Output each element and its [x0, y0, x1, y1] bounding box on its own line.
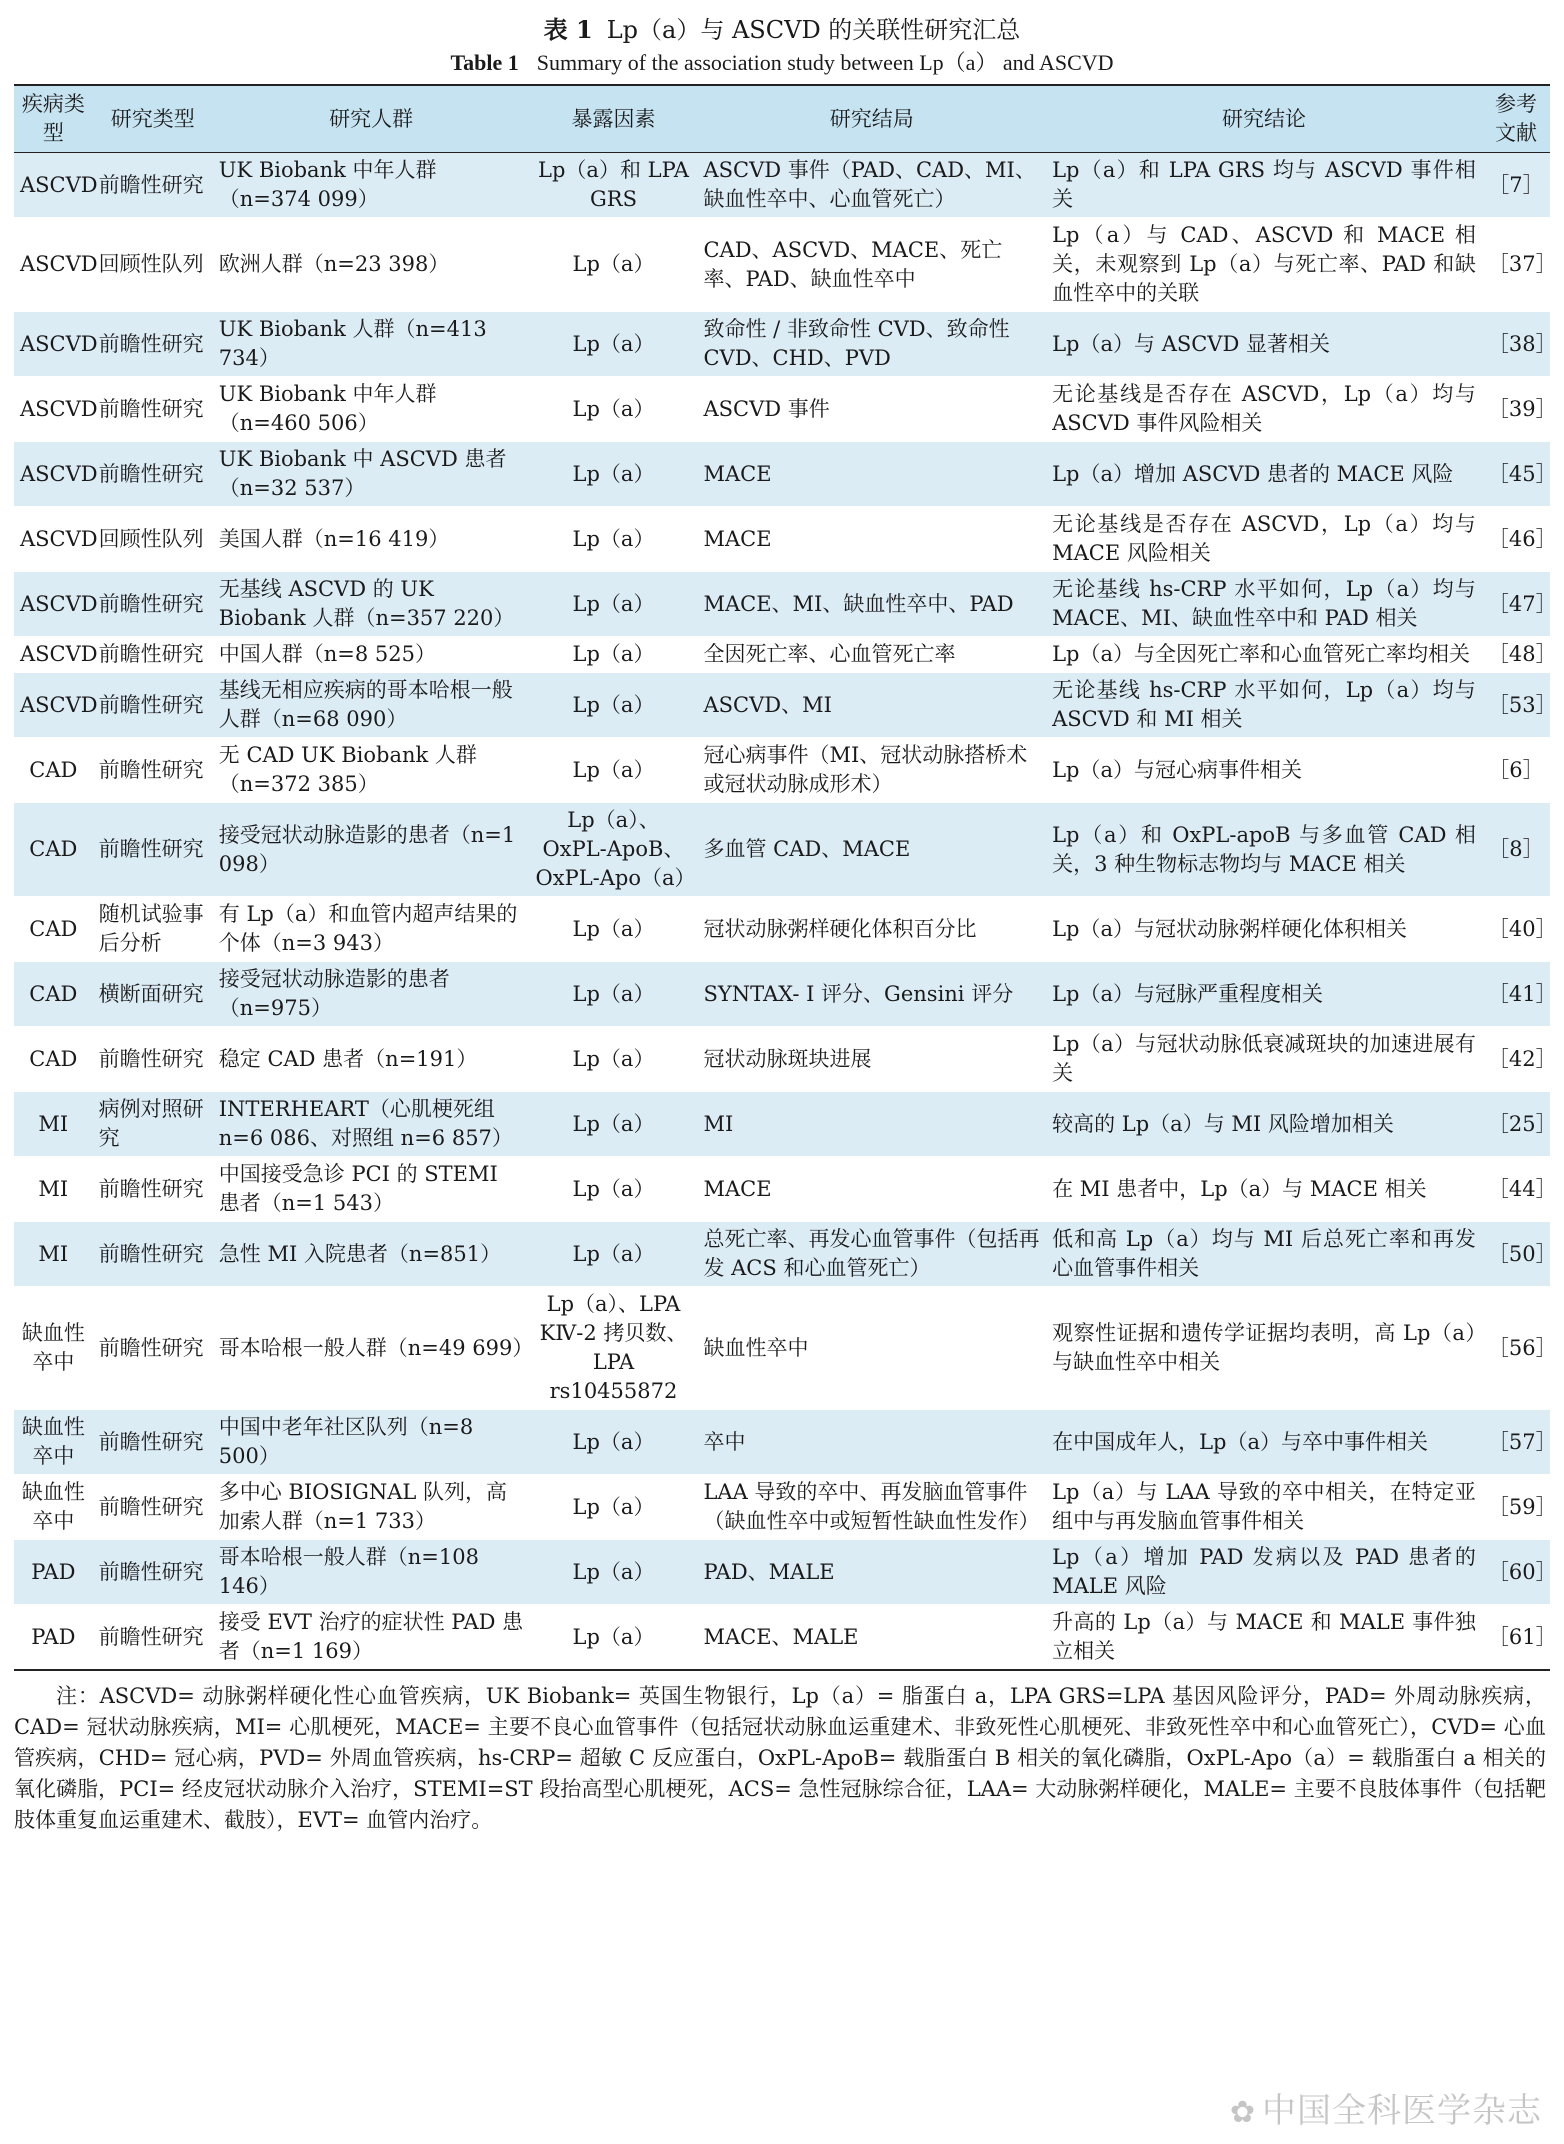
cell-reference: ［37］	[1482, 218, 1550, 312]
cell-exposure: Lp（a）	[530, 1475, 698, 1540]
cell-exposure: Lp（a）	[530, 1540, 698, 1605]
cell-population: UK Biobank 中 ASCVD 患者（n=32 537）	[213, 442, 530, 507]
cell-disease-type: 缺血性卒中	[14, 1410, 93, 1475]
header-exposure: 暴露因素	[530, 85, 698, 153]
cell-population: 基线无相应疾病的哥本哈根一般人群（n=68 090）	[213, 673, 530, 738]
cell-study-type: 前瞻性研究	[93, 1475, 213, 1540]
cell-conclusion: Lp（a）和 OxPL-apoB 与多血管 CAD 相关，3 种生物标志物均与 MACE 相关	[1046, 803, 1482, 897]
cell-conclusion: 在 MI 患者中，Lp（a）与 MACE 相关	[1046, 1157, 1482, 1222]
cell-conclusion: Lp（a）增加 ASCVD 患者的 MACE 风险	[1046, 442, 1482, 507]
cell-conclusion: 无论基线 hs-CRP 水平如何，Lp（a）均与 MACE、MI、缺血性卒中和 PAD 相关	[1046, 572, 1482, 637]
cell-study-type: 回顾性队列	[93, 507, 213, 572]
cell-reference: ［47］	[1482, 572, 1550, 637]
cell-reference: ［6］	[1482, 738, 1550, 803]
table-body	[14, 153, 1557, 1671]
cell-exposure: Lp（a）、OxPL-ApoB、OxPL-Apo（a）	[530, 803, 698, 897]
cell-study-type: 回顾性队列	[93, 218, 213, 312]
cell-disease-type: ASCVD	[14, 153, 93, 218]
cell-conclusion: 低和高 Lp（a）均与 MI 后总死亡率和再发心血管事件相关	[1046, 1222, 1482, 1287]
cell-exposure: Lp（a）	[530, 1157, 698, 1222]
cell-conclusion: Lp（a）与冠状动脉粥样硬化体积相关	[1046, 897, 1482, 962]
cell-population: UK Biobank 中年人群（n=374 099）	[213, 153, 530, 218]
cell-disease-type: CAD	[14, 803, 93, 897]
cell-exposure: Lp（a）	[530, 442, 698, 507]
cell-disease-type: 缺血性卒中	[14, 1287, 93, 1410]
cell-reference: ［25］	[1482, 1092, 1550, 1157]
table-footnote: 注：ASCVD= 动脉粥样硬化性心血管疾病，UK Biobank= 英国生物银行，Lp（a）= 脂蛋白 a，LPA GRS=LPA 基因风险评分，PAD= 外周动脉疾病，CAD= 冠状动脉疾病，MI= 心肌梗死，MACE= 主要不良心血管事件（包括冠状动脉血运重建术、非致死性心肌梗死、非致死性卒中和心血管死亡），CVD= 心血管疾病，CHD= 冠心病，PVD= 外周血管疾病，hs-CRP= 超敏 C 反应蛋白，OxPL-ApoB= 载脂蛋白 B 相关的氧化磷脂，OxPL-Apo（a）= 载脂蛋白 a 相关的氧化磷脂，PCI= 经皮冠状动脉介入治疗，STEMI=ST 段抬高型心肌梗死，ACS= 急性冠脉综合征，LAA= 大动脉粥样硬化，MALE= 主要不良肢体事件（包括靶肢体重复血运重建术、截肢），EVT= 血管内治疗。	[14, 1684, 1546, 1832]
cell-study-type: 病例对照研究	[93, 1092, 213, 1157]
cell-outcome: CAD、ASCVD、MACE、死亡率、PAD、缺血性卒中	[697, 218, 1046, 312]
cell-conclusion: Lp（a）与全因死亡率和心血管死亡率均相关	[1046, 637, 1482, 673]
table-row	[14, 1287, 1550, 1410]
cell-outcome: 冠心病事件（MI、冠状动脉搭桥术或冠状动脉成形术）	[697, 738, 1046, 803]
cell-reference: ［53］	[1482, 673, 1550, 738]
cell-exposure: Lp（a）	[530, 1222, 698, 1287]
cell-outcome: MACE	[697, 507, 1046, 572]
header-disease-type: 疾病类型	[14, 85, 93, 153]
table-row	[14, 1222, 1550, 1287]
table-row	[14, 673, 1550, 738]
cell-study-type: 前瞻性研究	[93, 1222, 213, 1287]
cell-disease-type: ASCVD	[14, 218, 93, 312]
cell-conclusion: Lp（a）与冠心病事件相关	[1046, 738, 1482, 803]
cell-conclusion: Lp（a）与 ASCVD 显著相关	[1046, 312, 1482, 377]
table-row	[14, 1027, 1550, 1092]
cell-exposure: Lp（a）	[530, 738, 698, 803]
cell-study-type: 前瞻性研究	[93, 1605, 213, 1671]
cell-study-type: 前瞻性研究	[93, 442, 213, 507]
table-row	[14, 442, 1550, 507]
cell-outcome: LAA 导致的卒中、再发脑血管事件（缺血性卒中或短暂性缺血性发作）	[697, 1475, 1046, 1540]
table-row	[14, 637, 1550, 673]
cell-outcome: 多血管 CAD、MACE	[697, 803, 1046, 897]
cell-conclusion: Lp（a）和 LPA GRS 均与 ASCVD 事件相关	[1046, 153, 1482, 218]
table-row	[14, 803, 1550, 897]
watermark-text: 中国全科医学杂志	[1262, 2091, 1542, 2131]
cell-exposure: Lp（a）	[530, 377, 698, 442]
table-row	[14, 738, 1550, 803]
header-conclusion: 研究结论	[1046, 85, 1482, 153]
cell-exposure: Lp（a）	[530, 1092, 698, 1157]
cell-exposure: Lp（a）	[530, 1605, 698, 1671]
cell-outcome: 缺血性卒中	[697, 1287, 1046, 1410]
table-row	[14, 1092, 1550, 1157]
cell-reference: ［44］	[1482, 1157, 1550, 1222]
cell-conclusion: 无论基线是否存在 ASCVD，Lp（a）均与 ASCVD 事件风险相关	[1046, 377, 1482, 442]
cell-disease-type: ASCVD	[14, 572, 93, 637]
cell-reference: ［50］	[1482, 1222, 1550, 1287]
cell-conclusion: 较高的 Lp（a）与 MI 风险增加相关	[1046, 1092, 1482, 1157]
cell-exposure: Lp（a）	[530, 507, 698, 572]
cell-population: 哥本哈根一般人群（n=108 146）	[213, 1540, 530, 1605]
cell-conclusion: 无论基线 hs-CRP 水平如何，Lp（a）均与 ASCVD 和 MI 相关	[1046, 673, 1482, 738]
cell-disease-type: ASCVD	[14, 442, 93, 507]
cell-outcome: MACE	[697, 1157, 1046, 1222]
cell-conclusion: 无论基线是否存在 ASCVD，Lp（a）均与 MACE 风险相关	[1046, 507, 1482, 572]
cell-reference: ［61］	[1482, 1605, 1550, 1671]
cell-study-type: 前瞻性研究	[93, 1157, 213, 1222]
cell-study-type: 前瞻性研究	[93, 1410, 213, 1475]
cell-reference: ［38］	[1482, 312, 1550, 377]
cell-outcome: 冠状动脉粥样硬化体积百分比	[697, 897, 1046, 962]
cell-disease-type: ASCVD	[14, 312, 93, 377]
cell-conclusion: 观察性证据和遗传学证据均表明，高 Lp（a）与缺血性卒中相关	[1046, 1287, 1482, 1410]
cell-population: 无 CAD UK Biobank 人群（n=372 385）	[213, 738, 530, 803]
cell-outcome: 卒中	[697, 1410, 1046, 1475]
table-row	[14, 377, 1550, 442]
cell-outcome: 全因死亡率、心血管死亡率	[697, 637, 1046, 673]
summary-table	[14, 84, 1557, 1671]
cell-disease-type: PAD	[14, 1605, 93, 1671]
table-row	[14, 1157, 1550, 1222]
cell-study-type: 前瞻性研究	[93, 1540, 213, 1605]
cell-study-type: 前瞻性研究	[93, 673, 213, 738]
cell-disease-type: MI	[14, 1092, 93, 1157]
cell-outcome: ASCVD 事件	[697, 377, 1046, 442]
cell-disease-type: MI	[14, 1157, 93, 1222]
cell-exposure: Lp（a）	[530, 673, 698, 738]
cell-exposure: Lp（a）	[530, 962, 698, 1027]
cell-outcome: MACE	[697, 442, 1046, 507]
table-caption-chinese	[14, 14, 1550, 48]
cell-population: 中国中老年社区队列（n=8 500）	[213, 1410, 530, 1475]
cell-study-type: 前瞻性研究	[93, 803, 213, 897]
cell-exposure: Lp（a）	[530, 218, 698, 312]
cell-disease-type: ASCVD	[14, 377, 93, 442]
cell-exposure: Lp（a）	[530, 312, 698, 377]
cell-study-type: 随机试验事后分析	[93, 897, 213, 962]
cell-disease-type: 缺血性卒中	[14, 1475, 93, 1540]
cell-conclusion: Lp（a）与 CAD、ASCVD 和 MACE 相关，未观察到 Lp（a）与死亡率、PAD 和缺血性卒中的关联	[1046, 218, 1482, 312]
cell-outcome: ASCVD 事件（PAD、CAD、MI、缺血性卒中、心血管死亡）	[697, 153, 1046, 218]
cell-conclusion: 在中国成年人，Lp（a）与卒中事件相关	[1046, 1410, 1482, 1475]
cell-exposure: Lp（a）	[530, 572, 698, 637]
cell-population: INTERHEART（心肌梗死组 n=6 086、对照组 n=6 857）	[213, 1092, 530, 1157]
cell-outcome: SYNTAX- Ⅰ 评分、Gensini 评分	[697, 962, 1046, 1027]
cell-study-type: 横断面研究	[93, 962, 213, 1027]
header-reference: 参考文献	[1482, 85, 1550, 153]
cell-exposure: Lp（a）	[530, 1027, 698, 1092]
cell-conclusion: Lp（a）与冠状动脉低衰减斑块的加速进展有关	[1046, 1027, 1482, 1092]
table-row	[14, 218, 1550, 312]
table-row	[14, 897, 1550, 962]
cell-disease-type: PAD	[14, 1540, 93, 1605]
cell-population: UK Biobank 中年人群（n=460 506）	[213, 377, 530, 442]
cell-population: 中国人群（n=8 525）	[213, 637, 530, 673]
cell-study-type: 前瞻性研究	[93, 1287, 213, 1410]
cell-population: 哥本哈根一般人群（n=49 699）	[213, 1287, 530, 1410]
cell-reference: ［39］	[1482, 377, 1550, 442]
cell-conclusion: 升高的 Lp（a）与 MACE 和 MALE 事件独立相关	[1046, 1605, 1482, 1671]
cell-study-type: 前瞻性研究	[93, 377, 213, 442]
cell-exposure: Lp（a）和 LPA GRS	[530, 153, 698, 218]
cell-population: 多中心 BIOSIGNAL 队列，高加索人群（n=1 733）	[213, 1475, 530, 1540]
cell-disease-type: CAD	[14, 962, 93, 1027]
cell-population: 稳定 CAD 患者（n=191）	[213, 1027, 530, 1092]
cell-exposure: Lp（a）	[530, 897, 698, 962]
cell-reference: ［57］	[1482, 1410, 1550, 1475]
cell-study-type: 前瞻性研究	[93, 572, 213, 637]
cell-population: UK Biobank 人群（n=413 734）	[213, 312, 530, 377]
cell-population: 欧洲人群（n=23 398）	[213, 218, 530, 312]
cell-population: 有 Lp（a）和血管内超声结果的个体（n=3 943）	[213, 897, 530, 962]
table-row	[14, 1540, 1550, 1605]
cell-study-type: 前瞻性研究	[93, 738, 213, 803]
document-page	[14, 14, 1557, 1836]
cell-exposure: Lp（a）	[530, 637, 698, 673]
caption-label-en: Table 1	[450, 50, 519, 75]
cell-disease-type: CAD	[14, 897, 93, 962]
cell-study-type: 前瞻性研究	[93, 312, 213, 377]
cell-reference: ［59］	[1482, 1475, 1550, 1540]
cell-disease-type: CAD	[14, 738, 93, 803]
cell-reference: ［42］	[1482, 1027, 1550, 1092]
cell-reference: ［46］	[1482, 507, 1550, 572]
cell-conclusion: Lp（a）增加 PAD 发病以及 PAD 患者的 MALE 风险	[1046, 1540, 1482, 1605]
table-row	[14, 507, 1550, 572]
cell-reference: ［40］	[1482, 897, 1550, 962]
weibo-icon: ✿	[1229, 2095, 1256, 2130]
cell-outcome: PAD、MALE	[697, 1540, 1046, 1605]
cell-disease-type: ASCVD	[14, 507, 93, 572]
cell-outcome: MACE、MALE	[697, 1605, 1046, 1671]
cell-outcome: 致命性 / 非致命性 CVD、致命性 CVD、CHD、PVD	[697, 312, 1046, 377]
cell-study-type: 前瞻性研究	[93, 637, 213, 673]
header-population: 研究人群	[213, 85, 530, 153]
cell-disease-type: ASCVD	[14, 673, 93, 738]
table-row	[14, 1475, 1550, 1540]
cell-reference: ［41］	[1482, 962, 1550, 1027]
header-outcome: 研究结局	[697, 85, 1046, 153]
header-study-type: 研究类型	[93, 85, 213, 153]
cell-population: 接受 EVT 治疗的症状性 PAD 患者（n=1 169）	[213, 1605, 530, 1671]
cell-conclusion: Lp（a）与 LAA 导致的卒中相关，在特定亚组中与再发脑血管事件相关	[1046, 1475, 1482, 1540]
cell-outcome: MI	[697, 1092, 1046, 1157]
cell-population: 美国人群（n=16 419）	[213, 507, 530, 572]
cell-exposure: Lp（a）	[530, 1410, 698, 1475]
cell-reference: ［45］	[1482, 442, 1550, 507]
cell-disease-type: MI	[14, 1222, 93, 1287]
cell-outcome: ASCVD、MI	[697, 673, 1046, 738]
watermark	[1230, 2083, 1542, 2132]
table-caption-english	[14, 48, 1550, 84]
cell-population: 中国接受急诊 PCI 的 STEMI 患者（n=1 543）	[213, 1157, 530, 1222]
cell-reference: ［60］	[1482, 1540, 1550, 1605]
table-row	[14, 312, 1550, 377]
cell-outcome: 总死亡率、再发心血管事件（包括再发 ACS 和心血管死亡）	[697, 1222, 1046, 1287]
cell-reference: ［48］	[1482, 637, 1550, 673]
cell-population: 无基线 ASCVD 的 UK Biobank 人群（n=357 220）	[213, 572, 530, 637]
cell-population: 接受冠状动脉造影的患者（n=1 098）	[213, 803, 530, 897]
table-row	[14, 153, 1550, 218]
caption-title-cn: Lp（a）与 ASCVD 的关联性研究汇总	[606, 16, 1021, 44]
cell-study-type: 前瞻性研究	[93, 1027, 213, 1092]
cell-disease-type: ASCVD	[14, 637, 93, 673]
cell-conclusion: Lp（a）与冠脉严重程度相关	[1046, 962, 1482, 1027]
cell-outcome: 冠状动脉斑块进展	[697, 1027, 1046, 1092]
cell-outcome: MACE、MI、缺血性卒中、PAD	[697, 572, 1046, 637]
cell-disease-type: CAD	[14, 1027, 93, 1092]
table-header-row	[14, 85, 1550, 153]
cell-population: 接受冠状动脉造影的患者（n=975）	[213, 962, 530, 1027]
caption-label-cn: 表 1	[543, 15, 593, 44]
table-row	[14, 1605, 1550, 1671]
cell-exposure: Lp（a）、LPA KⅣ-2 拷贝数、LPA rs10455872	[530, 1287, 698, 1410]
table-row	[14, 572, 1550, 637]
cell-reference: ［56］	[1482, 1287, 1550, 1410]
cell-population: 急性 MI 入院患者（n=851）	[213, 1222, 530, 1287]
table-row	[14, 1410, 1550, 1475]
cell-reference: ［7］	[1482, 153, 1550, 218]
caption-title-en: Summary of the association study between Lp（a） and ASCVD	[536, 50, 1114, 75]
cell-reference: ［8］	[1482, 803, 1550, 897]
table-row	[14, 962, 1550, 1027]
cell-study-type: 前瞻性研究	[93, 153, 213, 218]
